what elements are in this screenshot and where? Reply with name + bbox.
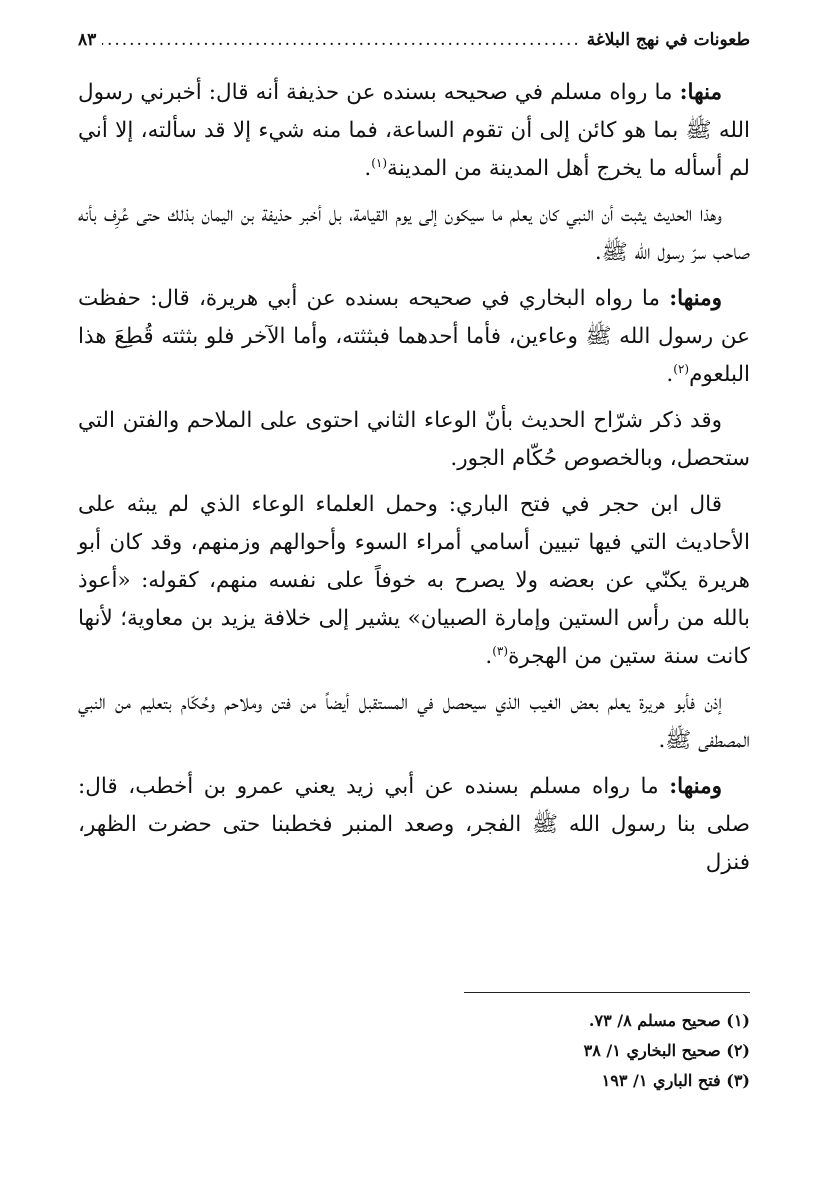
paragraph-5 bbox=[78, 486, 750, 676]
footnote-1: (١) صحيح مسلم ٨/ ٧٣. bbox=[588, 1011, 750, 1030]
paragraph-6 bbox=[78, 684, 750, 760]
page-number: ٨٣ bbox=[78, 30, 97, 50]
paragraph-end: . bbox=[666, 362, 674, 387]
paragraph-text: إذن فأبو هريرة يعلم بعض الغيب الذي سيحصل في المستقبل أيضاً من فتن وملاحم وحُكّام بتعليم من النبي المصطفى ﷺ. bbox=[78, 690, 750, 753]
paragraph-1 bbox=[78, 74, 750, 188]
footnote-ref: (٢) bbox=[673, 361, 690, 376]
leader-dots bbox=[102, 30, 581, 50]
footnote-separator bbox=[464, 992, 750, 993]
paragraph-lead: ومنها: bbox=[669, 286, 722, 311]
paragraph-3 bbox=[78, 280, 750, 394]
paragraph-text: وهذا الحديث يثبت أن النبي كان يعلم ما سيكون إلى يوم القيامة، بل أخبر حذيفة بن اليمان بذلك حتى عُرِف بأنه صاحب سرّ رسول الله ﷺ. bbox=[78, 202, 750, 265]
paragraph-text: ما رواه مسلم بسنده عن أبي زيد يعني عمرو بن أخطب، قال: صلى بنا رسول الله ﷺ الفجر، وصعد المنبر فخطبنا حتى حضرت الظهر، فنزل bbox=[78, 774, 750, 875]
paragraph-2 bbox=[78, 196, 750, 272]
book-page bbox=[78, 30, 750, 1090]
footnote-2: (٢) صحيح البخاري ١/ ٣٨ bbox=[583, 1041, 750, 1060]
paragraph-text: ما رواه البخاري في صحيحه بسنده عن أبي هريرة، قال: حفظت عن رسول الله ﷺ وعاءين، فأما أحدهما فبثثته، وأما الآخر فلو بثثته قُطِعَ هذا البلعوم bbox=[78, 286, 750, 387]
paragraph-lead: ومنها: bbox=[669, 774, 722, 799]
paragraph-text: قال ابن حجر في فتح الباري: وحمل العلماء الوعاء الذي لم يبثه على الأحاديث التي فيها تبيين أسامي أمراء السوء وأحوالهم وزمنهم، وقد كان أبو هريرة يكنّي عن بعضه ولا يصرح به خوفاً على نفسه منهم، كقوله: «أعوذ بالله من رأس الستين وإمارة الصبيان» يشير إلى خلافة يزيد بن معاوية؛ لأنها كانت سنة ستين من الهجرة bbox=[78, 492, 750, 669]
paragraph-end: . bbox=[485, 644, 493, 669]
paragraph-4 bbox=[78, 402, 750, 478]
paragraph-end: . bbox=[364, 156, 372, 181]
main-text bbox=[78, 74, 750, 882]
paragraph-text: وقد ذكر شرّاح الحديث بأنّ الوعاء الثاني احتوى على الملاحم والفتن التي ستحصل، وبالخصوص حُكّام الجور. bbox=[78, 408, 750, 471]
paragraph-text: ما رواه مسلم في صحيحه بسنده عن حذيفة أنه قال: أخبرني رسول الله ﷺ بما هو كائن إلى أن تقوم الساعة، فما منه شيء إلا قد سألته، إلا أني لم أسأله ما يخرج أهل المدينة من المدينة bbox=[78, 80, 750, 181]
footnote-3: (٣) فتح الباري ١/ ١٩٣ bbox=[601, 1071, 750, 1090]
footnotes bbox=[350, 1006, 750, 1096]
paragraph-7 bbox=[78, 768, 750, 882]
footnote-ref: (١) bbox=[371, 155, 388, 170]
running-title: طعونات في نهج البلاغة bbox=[586, 30, 750, 50]
footnote-ref: (٣) bbox=[492, 643, 509, 658]
paragraph-lead: منها: bbox=[679, 80, 722, 105]
running-header bbox=[78, 30, 750, 56]
